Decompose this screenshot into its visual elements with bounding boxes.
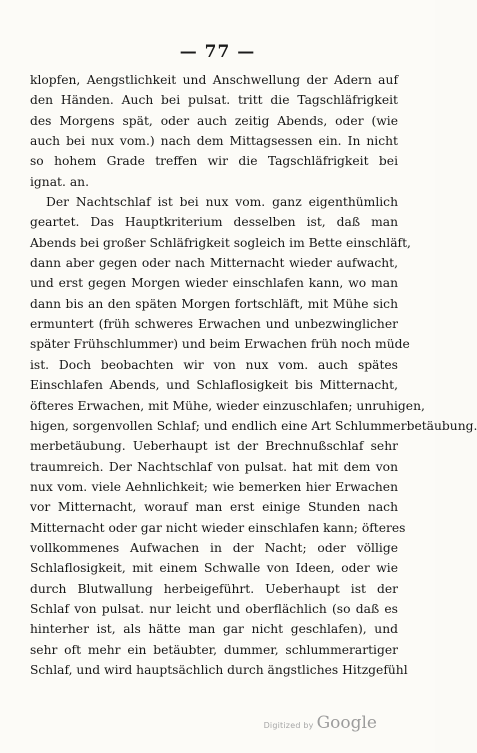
text-line: klopfen, Aengstlichkeit und Anschwellung der Adern auf (30, 73, 398, 87)
watermark-prefix: Digitized by (263, 721, 314, 730)
text-line: sehr oft mehr ein betäubter, dummer, schlummerartiger (30, 642, 398, 657)
text-line: merbetäubung. Ueberhaupt ist der Brechnußschlaf sehr (30, 439, 398, 454)
text-line: später Frühschlummer) und beim Erwachen früh noch müde (30, 337, 410, 352)
text-line: Abends bei großer Schläfrigkeit sogleich im Bette einschläft, (30, 235, 411, 250)
text-line: geartet. Das Hauptkriterium desselben ist, daß man (30, 215, 398, 230)
text-line: Schlaflosigkeit, mit einem Schwalle von Ideen, oder wie (30, 561, 398, 576)
text-line: vor Mitternacht, worauf man erst einige Stunden nach (30, 500, 398, 515)
text-line: durch Blutwallung herbeigeführt. Ueberhaupt ist der (30, 581, 398, 596)
text-line: Schlaf von pulsat. nur leicht und oberflächlich (so daß es (30, 601, 398, 616)
text-line: higen, sorgenvollen Schlaf; und endlich eine Art Schlummerbetäubung. (30, 418, 477, 433)
text-line: ist. Doch beobachten wir von nux vom. auch spätes (30, 357, 398, 372)
text-line: des Morgens spät, oder auch zeitig Abends, oder (wie (30, 113, 398, 128)
text-line: den Händen. Auch bei pulsat. tritt die Tagschläfrigkeit (30, 93, 398, 108)
text-line: Schlaf, und wird hauptsächlich durch ängstliches Hitzgefühl (30, 662, 408, 677)
text-line: ermuntert (früh schweres Erwachen und unbezwinglicher (30, 317, 398, 332)
text-line: traumreich. Der Nachtschlaf von pulsat. hat mit dem von (30, 459, 398, 474)
text-line: und erst gegen Morgen wieder einschlafen kann, wo man (30, 276, 398, 291)
text-line: nux vom. viele Aehnlichkeit; wie bemerken hier Erwachen (30, 479, 398, 494)
text-line: Mitternacht oder gar nicht wieder einschlafen kann; öfteres (30, 520, 406, 535)
text-line: hinterher ist, als hätte man gar nicht geschlafen), und (30, 622, 398, 637)
page-number: — 77 — (179, 42, 256, 62)
text-line: ignat. an. (30, 174, 89, 189)
text-line: dann aber gegen oder nach Mitternacht wieder aufwacht, (30, 256, 398, 271)
text-line: Der Nachtschlaf ist bei nux vom. ganz eigenthümlich (46, 195, 398, 210)
body-text (30, 70, 477, 680)
text-line: Einschlafen Abends, und Schlaflosigkeit bis Mitternacht, (30, 378, 398, 393)
text-line: dann bis an den späten Morgen fortschläft, mit Mühe sich (30, 296, 398, 311)
text-line: auch bei nux vom.) nach dem Mittagsessen ein. In nicht (30, 134, 398, 149)
text-line: so hohem Grade treffen wir die Tagschläfrigkeit bei (30, 154, 398, 169)
text-line: öfteres Erwachen, mit Mühe, wieder einzuschlafen; unruhigen, (30, 398, 425, 413)
text-line: vollkommenes Aufwachen in der Nacht; oder völlige (30, 540, 398, 555)
digitized-watermark (264, 713, 377, 733)
google-logo: Google (316, 713, 377, 733)
